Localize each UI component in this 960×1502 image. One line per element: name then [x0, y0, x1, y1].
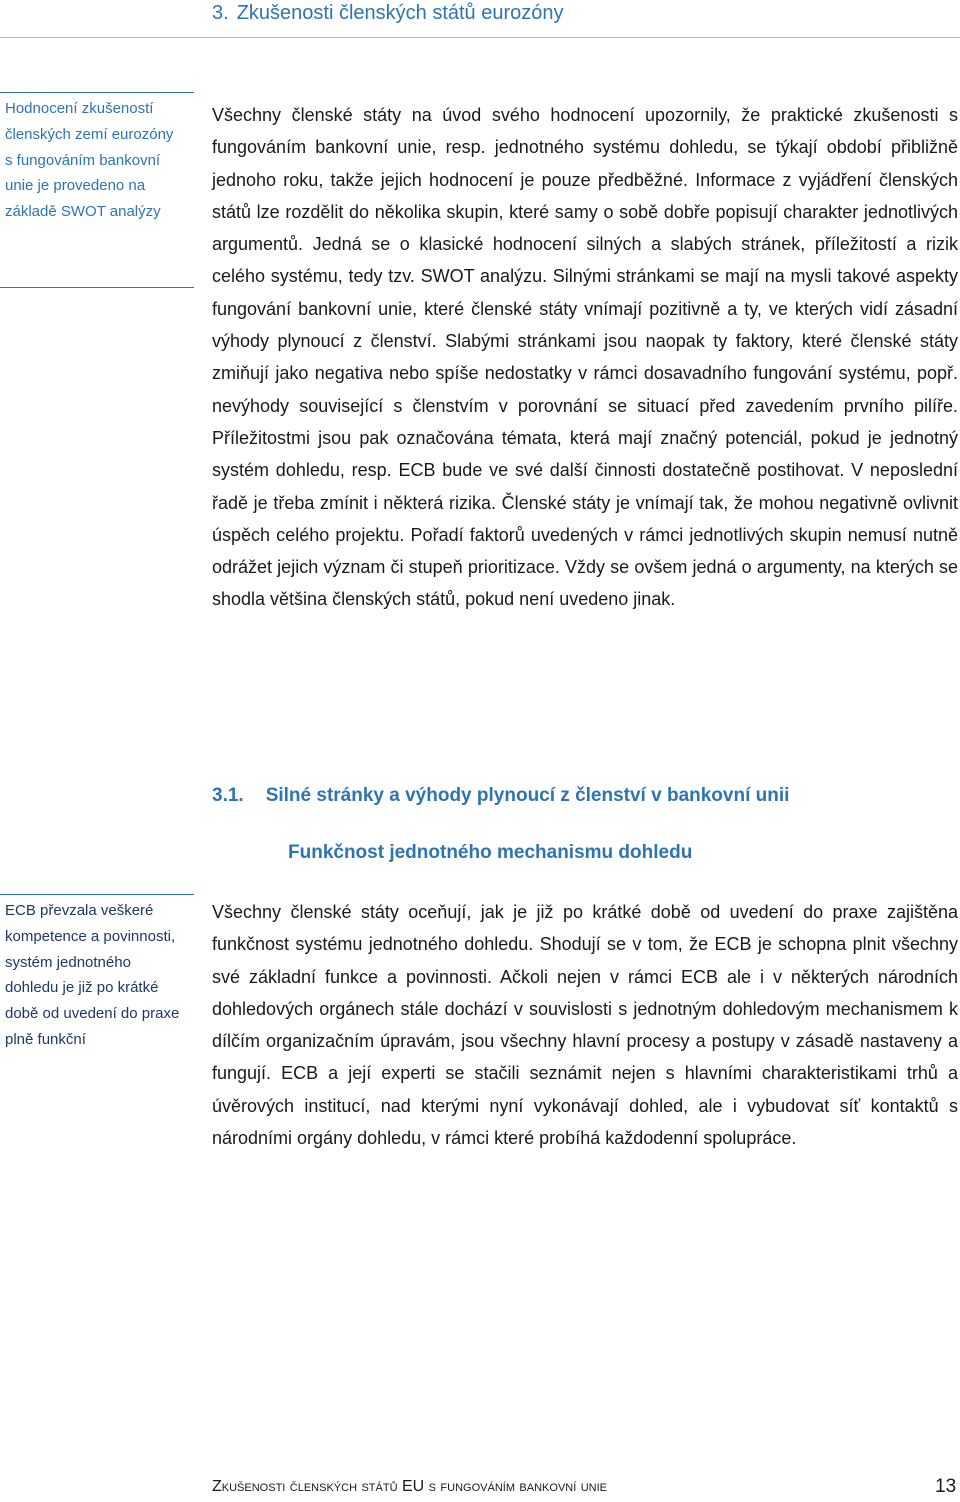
- margin-note-bottom-rule: [0, 287, 194, 288]
- page-number: 13: [935, 1476, 957, 1497]
- paragraph-swot-intro: Všechny členské státy na úvod svého hodnocení upozornily, že praktické zkušenosti s fungováním bankovní unie, resp. jednotného systému dohledu, se týkají období přibližně jednoho roku, takže jejich hodnocení je pouze předběžné. Informace z vyjádření členských států lze rozdělit do několika skupin, které samy o sobě dobře popisují charakter jednotlivých argumentů. Jedná se o klasické hodnocení silných a slabých stránek, příležitostí a rizik celého systému, tedy tzv. SWOT analýzu. Silnými stránkami se mají na mysli takové aspekty fungování bankovní unie, které členské státy vnímají pozitivně a ty, ve kterých vidí zásadní výhody plynoucí z členství. Slabými stránkami jsou naopak ty faktory, které členské státy zmiňují jako negativa nebo spíše nedostatky v rámci dosavadního fungování systému, popř. nevýhody související s členstvím v porovnání se situací před zavedením prvního pilíře. Příležitostmi jsou pak označována témata, která mají značný potenciál, pokud je jednotný systém dohledu, resp. ECB bude ve své další činnosti dostatečně postihovat. V neposlední řadě je třeba zmínit i některá rizika. Členské státy je vnímají tak, že mohou negativně ovlivnit úspěch celého projektu. Pořadí faktorů uvedených v rámci jednotlivých skupin nemusí nutně odrážet jejich význam či stupeň prioritizace. Vždy se ovšem jedná o argumenty, na kterých se shodla většina členských států, pokud není uvedeno jinak.: [212, 105, 958, 610]
- margin-note-top-rule: [0, 894, 194, 895]
- margin-note-ecb: ECB převzala veškeré kompetence a povinnosti, systém jednotného dohledu je již po krátké době od uvedení do praxe plně funkční: [5, 902, 180, 1048]
- margin-note-top-rule: [0, 92, 194, 93]
- chapter-title: [212, 2, 564, 25]
- chapter-divider: [0, 37, 960, 38]
- subsection-heading: Funkčnost jednotného mechanismu dohledu: [288, 842, 693, 863]
- section-heading: [212, 785, 789, 807]
- section-number: 3.1.: [212, 785, 244, 806]
- section-title: Silné stránky a výhody plynoucí z členství v bankovní unii: [265, 785, 790, 806]
- paragraph-ecb-functionality: Všechny členské státy oceňují, jak je již po krátké době od uvedení do praxe zajištěna funkčnost systému jednotného dohledu. Shodují se v tom, že ECB je schopna plnit všechny své základní funkce a povinnosti. Ačkoli nejen v rámci ECB ale i v některých národních dohledových orgánech stále dochází v souvislosti s jednotným dohledovým mechanismem k dílčím organizačním úpravám, jsou všechny hlavní procesy a postupy v zásadě nastaveny a fungují. ECB a její experti se stačili seznámit nejen s hlavními charakteristikami trhů a úvěrových institucí, nad kterými nyní vykonávají dohled, ale i vybudovat síť kontaktů s národními orgány dohledu, v rámci které probíhá každodenní spolupráce.: [212, 902, 958, 1149]
- margin-note-swot: Hodnocení zkušeností členských zemí eurozóny s fungováním bankovní unie je provedeno na základě SWOT analýzy: [5, 100, 174, 221]
- chapter-title-text: Zkušenosti členských států eurozóny: [236, 2, 564, 24]
- chapter-number: 3.: [212, 2, 229, 24]
- page-footer: Zkušenosti členských států EU s fungováním bankovní unie: [212, 1478, 608, 1495]
